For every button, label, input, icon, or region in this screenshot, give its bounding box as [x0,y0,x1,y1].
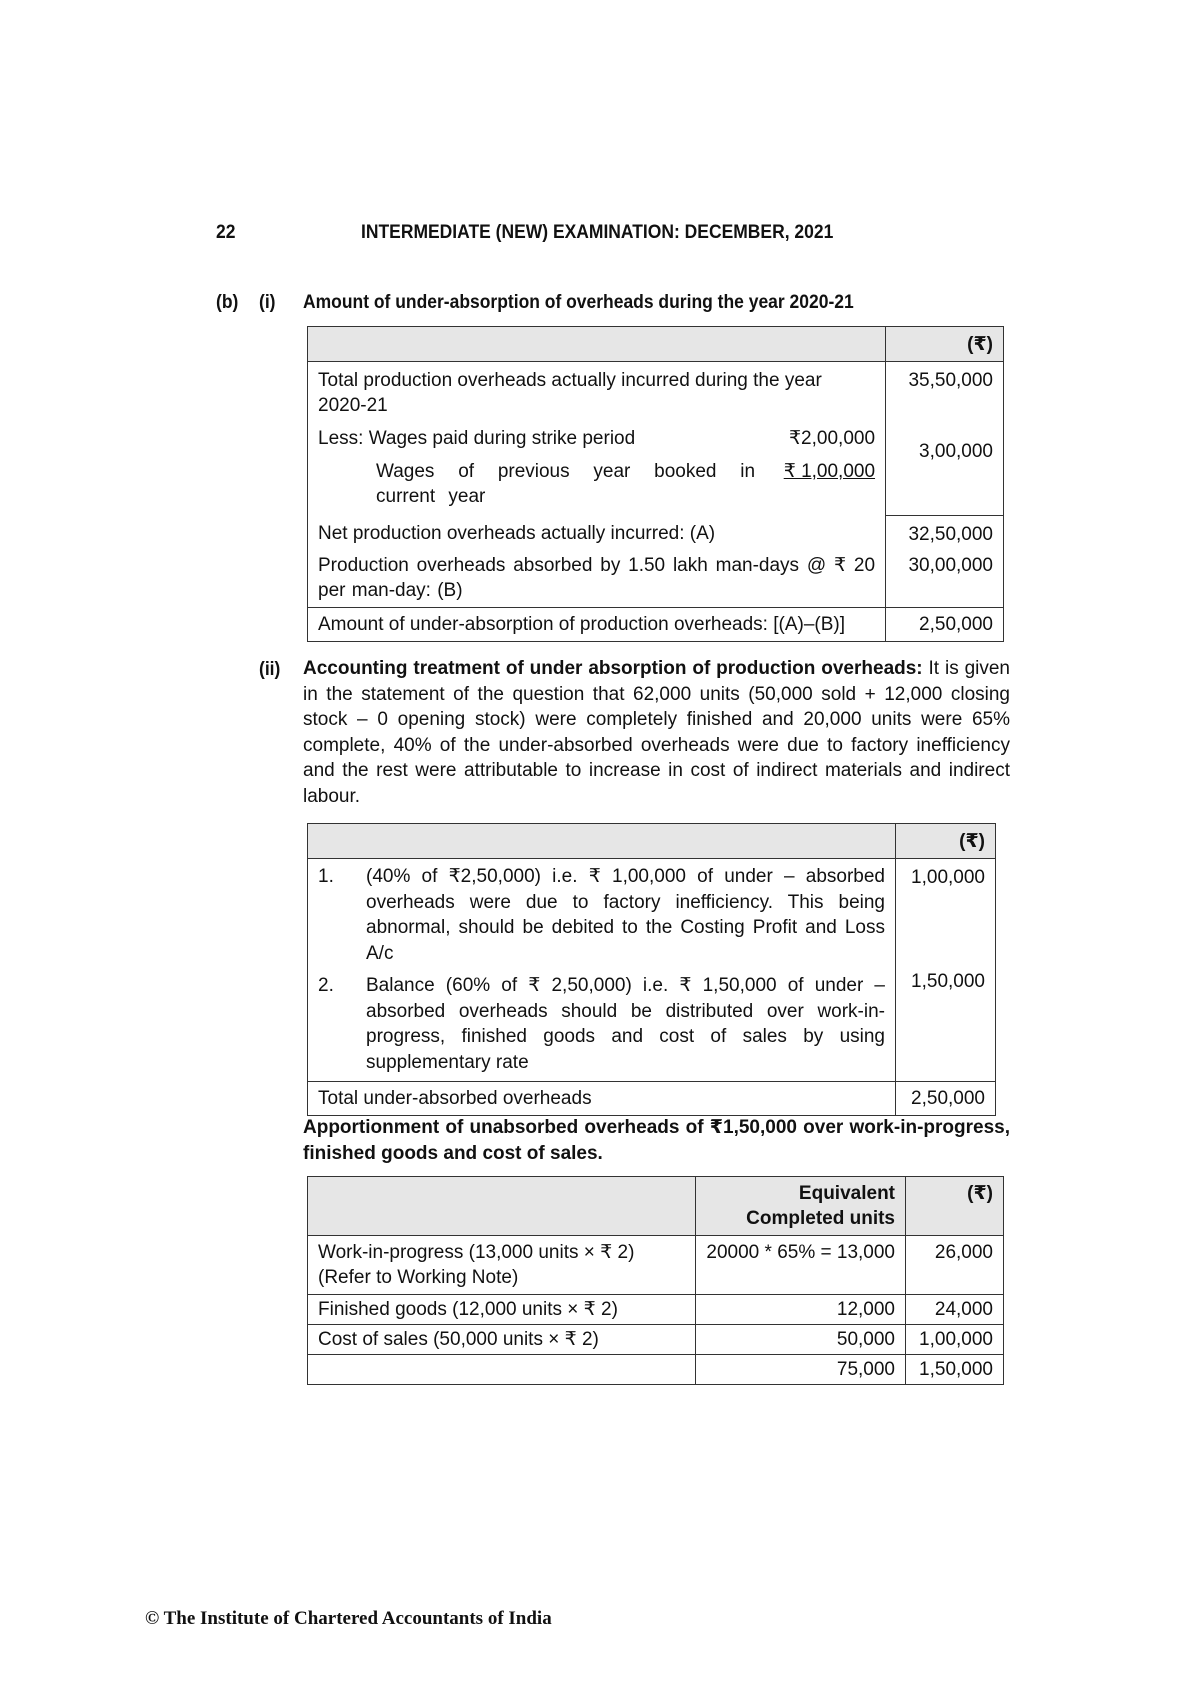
apportionment-heading: Apportionment of unabsorbed overheads of ₹1,50,000 over work-in-progress, finished goods and cost of sales. [303,1117,1010,1164]
table-values: 35,50,000 3,00,000 [886,362,1004,516]
page-number: 22 [216,222,236,243]
apportionment-table [307,1176,1004,1385]
section-heading-i: Amount of under-absorption of overheads during the year 2020-21 [303,292,854,313]
col-currency: (₹) [906,1177,1004,1236]
table-row: Net production overheads actually incurred: (A) [308,515,886,551]
page-title: INTERMEDIATE (NEW) EXAMINATION: DECEMBER, 2021 [361,222,834,243]
label-b: (b) [216,292,239,313]
label-ii: (ii) [259,659,281,680]
table-header-blank [308,327,886,362]
table-row: 1. (40% of ₹2,50,000) i.e. ₹ 1,00,000 of under – absorbed overheads were due to factory inefficiency. This being abnormal, should be debited to the Costing Profit and Loss A/c 2. Balance (60% of ₹ 2,50,000) i.e. ₹ 1,50,000 of under – absorbed overheads should be distributed over work-in-progress, finished goods and cost of sales by using supplementary rate [308,859,896,1082]
footer-copyright: © The Institute of Chartered Accountants of India [145,1608,552,1629]
paragraph-ii: Accounting treatment of under absorption of production overheads: It is given in the statement of the question that 62,000 units (50,000 sold + 12,000 closing stock – 0 opening stock) were completely finished and 20,000 units were 65% complete, 40% of the under-absorbed overheads were due to factory inefficiency and the rest were attributable to increase in cost of indirect materials and indirect labour. [303,658,1010,807]
less-amount: ₹2,00,000 [788,428,876,449]
col-equivalent-units: Equivalent Completed units [696,1177,906,1236]
accounting-treatment-table: (₹) 1. (40% of ₹2,50,000) i.e. ₹ 1,00,000 of under – absorbed overheads were due to factory inefficiency. This being abnormal, should be debited to the Costing Profit and Loss A/c 2. Balance (60% of ₹ 2,50,000) i.e. ₹ 1,50,000 of under – absorbed overheads should be distributed over work-in-progress, finished goods and cost of sales by using supplementary rate 1,00,000 1,50,000 Total under-absorbed overheads 2,50,000 [307,823,996,1116]
table-row: Cost of sales (50,000 units × ₹ 2) 50,000 1,00,000 [308,1325,1004,1355]
table-row: Total production overheads actually incurred during the year 2020-21 Less: Wages paid during strike period ₹2,00,000 Wages of previous year booked in current year ₹ 1,00,000 [308,362,886,516]
table-header-currency: (₹) [886,327,1004,362]
wages-prev-amount: ₹ 1,00,000 [783,461,876,482]
table-row: Production overheads absorbed by 1.50 lakh man-days @ ₹ 20 per man-day: (B) [308,551,886,608]
table-row: Finished goods (12,000 units × ₹ 2) 12,000 24,000 [308,1295,1004,1325]
table-row: 75,000 1,50,000 [308,1355,1004,1385]
table-row: Amount of under-absorption of production overheads: [(A)–(B)] [308,607,886,641]
table-header-currency: (₹) [896,824,996,859]
table-row: Total under-absorbed overheads [308,1082,896,1116]
less-label: Less: Wages paid during strike period [318,428,636,449]
under-absorption-table: (₹) Total production overheads actually incurred during the year 2020-21 Less: Wages paid during strike period ₹2,00,000 Wages of previous year booked in current year ₹ 1,00,000 35,50,000 3,00,000 Net production overheads actually incurred: (A) 32,50,000 Production overheads absorbed by 1.50 lakh man-days @ ₹ 20 per man-day: (B) 30,00,000 Amount of under-absorption of production overheads: [(A)–(B)] 2,50,000 [307,326,1004,642]
wages-prev-label: Wages of previous year booked in current year [376,461,756,507]
table-row: Work-in-progress (13,000 units × ₹ 2) (Refer to Working Note) 20000 * 65% = 13,000 26,000 [308,1236,1004,1295]
label-i: (i) [259,292,276,313]
